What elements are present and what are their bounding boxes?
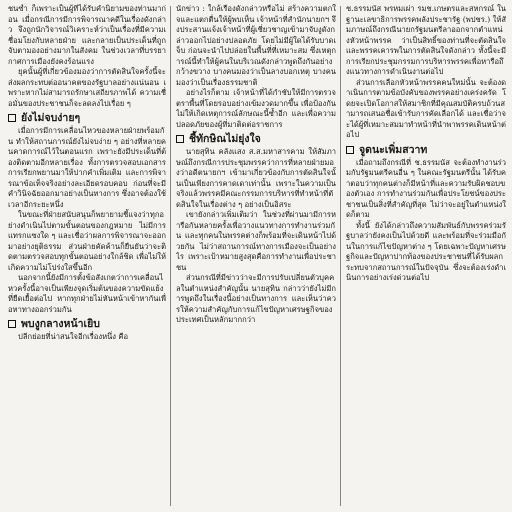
paragraph: ทั้งนี้ ยังได้กล่าวถึงความสัมพันธ์กับพรรคร่วมรัฐบาลว่ายังคงเป็นไปด้วยดี และพร้อมที่จะร่วมมือกันในการแก้ไขปัญหาต่าง ๆ โดยเฉพาะปัญหาเศรษฐกิจและปัญหาปากท้องของประชาชนที่ได้รับผลกระทบจากสถานการณ์ในปัจจุบัน ซึ่งจะต้องเร่งดำเนินการอย่างเร่งด่วนต่อไป — [346, 220, 506, 282]
paragraph: นอกจากนี้ยังมีการตั้งข้อสังเกตว่าการเคลื่อนไหวครั้งนี้อาจเป็นเพียงจุดเริ่มต้นของความขัดแย้งที่ยืดเยื้อต่อไป หากทุกฝ่ายไม่หันหน้าเข้าหากันเพื่อหาทางออกร่วมกัน — [8, 273, 166, 314]
section-heading — [8, 317, 166, 331]
paragraph: นายสุทิน คลังแสง ส.ส.มหาสารคาม ให้สัมภาษณ์ถึงกรณีการประชุมพรรคว่าการที่หลายฝ่ายมองว่าอดีตนายกฯ เข้ามาเกี่ยวข้องกับการตัดสินใจนั้นเป็นเพียงการคาดเดาเท่านั้น เพราะในความเป็นจริงแล้วพรรคมีคณะกรรมการบริหารที่ทำหน้าที่ตัดสินใจในเรื่องต่าง ๆ อย่างเป็นอิสระ — [176, 147, 336, 209]
square-bullet-icon — [8, 114, 16, 122]
paragraph: ปลีกย่อยที่น่าสนใจอีกเรื่องหนึ่ง คือ — [18, 332, 129, 341]
paragraph: ช.ธรรมนัส พรหมเผ่า รมช.เกษตรและสหกรณ์ ในฐานะเลขาธิการพรรคพลังประชารัฐ (พปชร.) ให้สัมภาษณ์ถึงกรณีนายกรัฐมนตรีลาออกจากตำแหน่งหัวหน้าพรรค ว่าเป็นสิทธิ์ของท่านที่จะตัดสินใจ และพรรคเคารพในการตัดสินใจดังกล่าว ทั้งนี้จะมีการเรียกประชุมกรรมการบริหารพรรคเพื่อหารือถึงแนวทางการดำเนินงานต่อไป — [346, 4, 506, 76]
paragraph: เมื่อถามถึงกรณีที่ ช.ธรรมนัส จะต้องทำงานร่วมกับรัฐมนตรีคนอื่น ๆ ในคณะรัฐมนตรีนั้น ได้รับคำตอบว่าทุกคนต่างก็มีหน้าที่และความรับผิดชอบของตัวเอง การทำงานร่วมกันเพื่อประโยชน์ของประชาชนเป็นสิ่งที่สำคัญที่สุด ไม่ว่าจะอยู่ในตำแหน่งใดก็ตาม — [346, 157, 506, 219]
column-right — [346, 4, 506, 512]
paragraph: ส่วนการเลือกหัวหน้าพรรคคนใหม่นั้น จะต้องดำเนินการตามข้อบังคับของพรรคอย่างเคร่งครัด โดยจะเปิดโอกาสให้สมาชิกที่มีคุณสมบัติครบถ้วนสามารถเสนอชื่อเข้ารับการคัดเลือกได้ และเชื่อว่าจะได้ผู้ที่เหมาะสมมาทำหน้าที่นำพาพรรคเดินหน้าต่อไป — [346, 77, 506, 139]
paragraph: ยุคนั้นผู้ที่เกี่ยวข้องมองว่าการตัดสินใจครั้งนี้จะส่งผลกระทบต่ออนาคตของรัฐบาลอย่างแน่นอน เพราะหากไม่สามารถรักษาเสถียรภาพได้ ความเชื่อมั่นของประชาชนก็จะลดลงไปเรื่อย ๆ — [8, 67, 166, 108]
paragraph: ชนซ้ำ ก็เพราะเป็นผู้ที่ได้รับคำนิยามของท่านมาก่อน เมื่อกรณีการมีการพิจารณาคดีในเรื่องดังกล่าว จึงถูกนักวิจารณ์วิเคราะห์ว่าเป็นเรื่องที่มีความเชื่อมโยงกับหลายฝ่าย และกลายเป็นประเด็นที่ถูกจับตามองอย่างมากในสังคม ในช่วงเวลาที่บรรยากาศการเมืองยังคงร้อนแรง — [8, 4, 166, 66]
column-middle — [176, 4, 336, 512]
paragraph: ส่วนกรณีที่มีข่าวว่าจะมีการปรับเปลี่ยนตัวบุคคลในตำแหน่งสำคัญนั้น นายสุทิน กล่าวว่ายังไม่มีการพูดถึงในเรื่องนี้อย่างเป็นทางการ และเห็นว่าควรให้ความสำคัญกับการแก้ไขปัญหาเศรษฐกิจของประเทศเป็นหลักมากกว่า — [176, 273, 336, 324]
section-heading-text: ชี้ทักษิณไม่ยุ่งใจ — [189, 133, 261, 145]
section-heading — [176, 132, 336, 146]
section-heading-text: ยังไม่จบง่ายๆ — [21, 112, 81, 124]
paragraph: อย่างไรก็ตาม เจ้าหน้าที่ได้กำชับให้มีการตรวจตราพื้นที่โดยรอบอย่างเข้มงวดมากขึ้น เพื่อป้องกันไม่ให้เกิดเหตุการณ์ลักษณะนี้ซ้ำอีก และเพื่อความปลอดภัยของผู้ที่มาติดต่อราชการ — [176, 88, 336, 129]
square-bullet-icon — [346, 146, 354, 154]
column-left — [8, 4, 166, 512]
paragraph: เมื่อการมีการเคลื่อนไหวของหลายฝ่ายพร้อมกัน ทำให้สถานการณ์ยังไม่จบง่าย ๆ อย่างที่หลายคนคาดการณ์ไว้ในตอนแรก เพราะยังมีประเด็นที่ต้องติดตามอีกหลายเรื่อง ทั้งการตรวจสอบเอกสาร การเรียกพยานมาให้ปากคำเพิ่มเติม และการพิจารณาข้อเท็จจริงอย่างละเอียดรอบคอบ ก่อนที่จะมีคำวินิจฉัยออกมาอย่างเป็นทางการ ซึ่งอาจต้องใช้เวลาอีกระยะหนึ่ง — [8, 126, 166, 209]
paragraph: นักข่าว : ใกล้เรื่องดังกล่าวหรือไม่ สร้างความตกใจและแตกตื่นให้ผู้พบเห็น เจ้าหน้าที่สำนักนายกฯ จึงประสานแจ้งเจ้าหน้าที่ผู้เชี่ยวชาญเข้ามาจับงูดังกล่าวออกไปอย่างปลอดภัย โดยไม่มีผู้ใดได้รับบาดเจ็บ ก่อนจะนำไปปล่อยในพื้นที่ที่เหมาะสม ซึ่งเหตุการณ์นี้ทำให้ผู้คนในบริเวณดังกล่าวพูดถึงกันอย่างกว้างขวาง บางคนมองว่าเป็นลางบอกเหตุ บางคนมองว่าเป็นเรื่องธรรมชาติ — [176, 4, 336, 87]
column-divider — [170, 6, 171, 506]
paragraph: ในขณะที่ฝ่ายสนับสนุนก็พยายามชี้แจงว่าทุกอย่างดำเนินไปตามขั้นตอนของกฎหมาย ไม่มีการแทรกแซงใด ๆ และเชื่อว่าผลการพิจารณาจะออกมาอย่างยุติธรรม ส่วนฝ่ายคัดค้านก็ยืนยันว่าจะติดตามตรวจสอบทุกขั้นตอนอย่างใกล้ชิด เพื่อไม่ให้เกิดความไม่โปร่งใสขึ้นอีก — [8, 210, 166, 272]
column-divider — [340, 6, 341, 506]
square-bullet-icon — [8, 320, 16, 328]
square-bullet-icon — [176, 135, 184, 143]
paragraph: เขายังกล่าวเพิ่มเติมว่า ในช่วงที่ผ่านมามีการหารือกันหลายครั้งเพื่อวางแนวทางการทำงานร่วมกัน และทุกคนในพรรคต่างก็พร้อมที่จะเดินหน้าไปด้วยกัน ไม่ว่าสถานการณ์ทางการเมืองจะเป็นอย่างไร เพราะเป้าหมายสูงสุดคือการทำงานเพื่อประชาชน — [176, 210, 336, 272]
section-heading — [8, 111, 166, 125]
section-heading-text: จูดนะเพิ่มสวาท — [359, 143, 428, 156]
section-heading-text: พบงูกลางหน้าเยิบ — [21, 318, 100, 330]
section-heading — [346, 143, 506, 157]
